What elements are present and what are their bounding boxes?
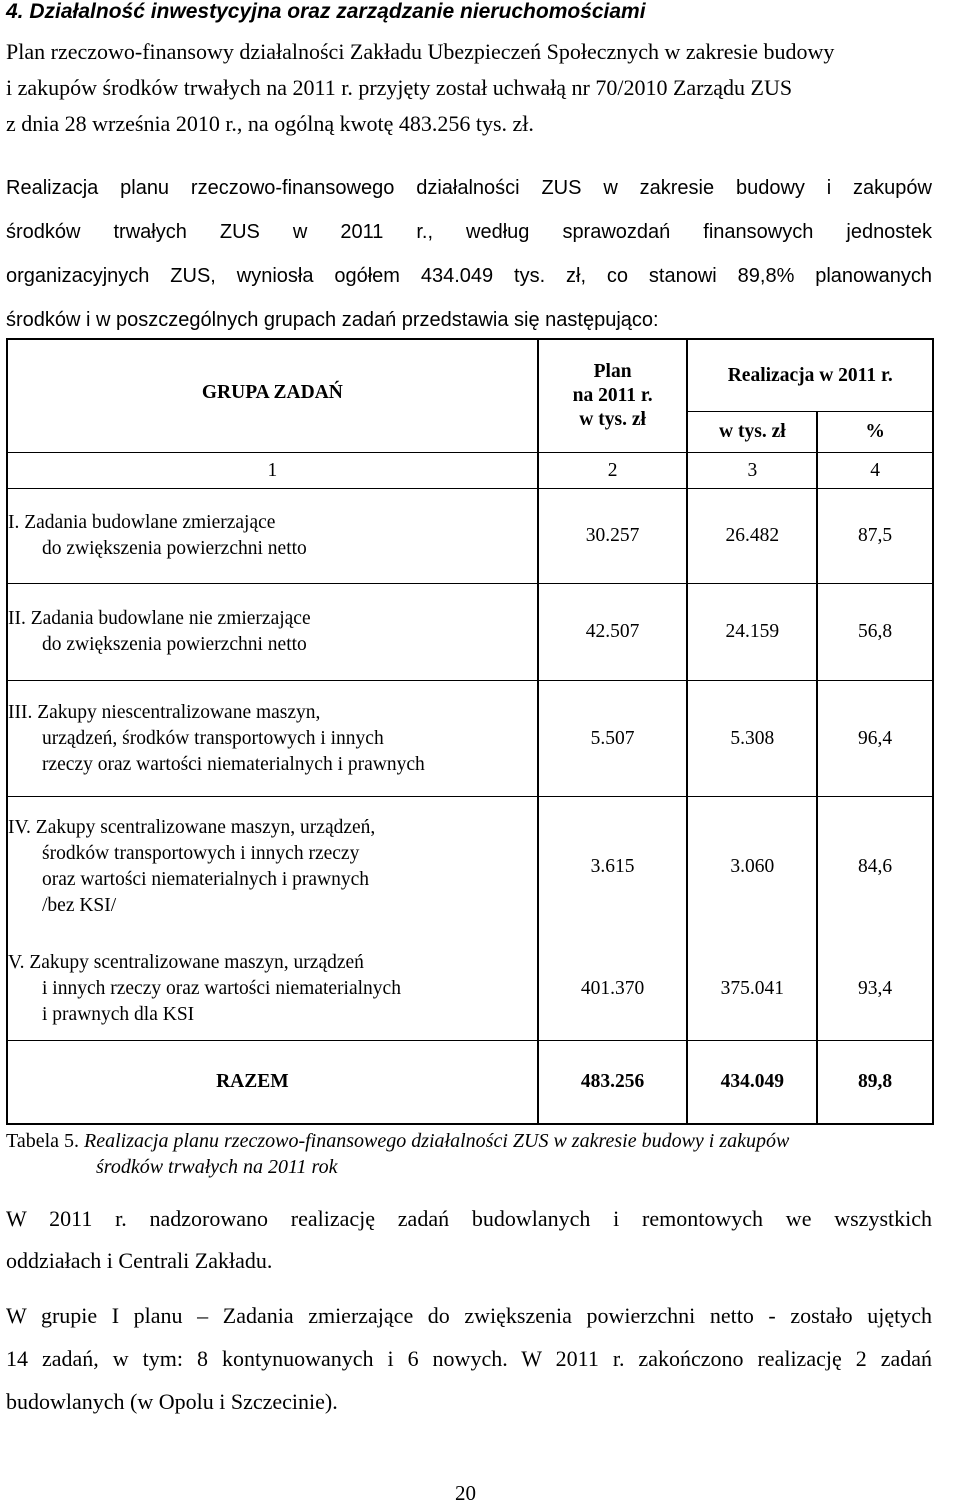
table-row: III. Zakupy niescentralizowane maszyn, urządzeń, środków transportowych i innych rzeczy oraz wartości niematerialnych i prawnych bbox=[7, 680, 538, 796]
col-number: 2 bbox=[538, 452, 688, 488]
paragraph-line: W 2011 r. nadzorowano realizację zadań budowlanych i remontowych we wszystkich bbox=[6, 1206, 932, 1231]
section-heading: 4. Działalność inwestycyjna oraz zarządzanie nieruchomościami bbox=[6, 0, 646, 23]
total-label: RAZEM bbox=[7, 1041, 538, 1124]
paragraph-supervision bbox=[6, 1198, 932, 1282]
total-pct: 89,8 bbox=[817, 1041, 933, 1124]
realization-line: środków i w poszczególnych grupach zadań przedstawia się następująco: bbox=[6, 309, 659, 331]
table-caption bbox=[6, 1128, 789, 1180]
investment-table bbox=[6, 338, 934, 1125]
caption-title: Realizacja planu rzeczowo-finansowego działalności ZUS w zakresie budowy i zakupów bbox=[84, 1130, 790, 1152]
page-number: 20 bbox=[455, 1481, 476, 1505]
paragraph-line: budowlanych (w Opolu i Szczecinie). bbox=[6, 1389, 338, 1414]
table-row: I. Zadania budowlane zmierzające do zwiększenia powierzchni netto bbox=[7, 489, 538, 583]
paragraph-line: oddziałach i Centrali Zakładu. bbox=[6, 1248, 273, 1273]
total-plan: 483.256 bbox=[538, 1041, 688, 1124]
table-row: II. Zadania budowlane nie zmierzające do zwiększenia powierzchni netto bbox=[7, 583, 538, 680]
realization-line: środków trwałych ZUS w 2011 r., według sprawozdań finansowych jednostek bbox=[6, 221, 932, 243]
table-row: V. Zakupy scentralizowane maszyn, urządzeń i innych rzeczy oraz wartości niematerialnych i prawnych dla KSI bbox=[7, 938, 538, 1041]
realization-paragraph bbox=[6, 166, 932, 342]
cell-plan: 30.257 bbox=[538, 489, 688, 583]
cell-plan: 5.507 bbox=[538, 680, 688, 796]
realization-line: organizacyjnych ZUS, wyniosła ogółem 434.049 tys. zł, co stanowi 89,8% planowanych bbox=[6, 265, 932, 287]
header-real-pct: % bbox=[817, 412, 933, 453]
cell-real: 26.482 bbox=[687, 489, 817, 583]
total-real: 434.049 bbox=[687, 1041, 817, 1124]
intro-line: i zakupów środków trwałych na 2011 r. przyjęty został uchwałą nr 70/2010 Zarządu ZUS bbox=[6, 75, 793, 100]
cell-pct: 84,6 bbox=[817, 797, 933, 938]
paragraph-line: 14 zadań, w tym: 8 kontynuowanych i 6 nowych. W 2011 r. zakończono realizację 2 zadań bbox=[6, 1346, 932, 1371]
caption-title-cont: środków trwałych na 2011 rok bbox=[96, 1156, 338, 1178]
cell-real: 5.308 bbox=[687, 680, 817, 796]
cell-plan: 42.507 bbox=[538, 583, 688, 680]
cell-real: 3.060 bbox=[687, 797, 817, 938]
intro-paragraph bbox=[6, 34, 834, 142]
cell-pct: 96,4 bbox=[817, 680, 933, 796]
intro-line: Plan rzeczowo-finansowy działalności Zakładu Ubezpieczeń Społecznych w zakresie budowy bbox=[6, 39, 835, 64]
header-plan: Plan na 2011 r. w tys. zł bbox=[538, 339, 688, 452]
col-number: 1 bbox=[7, 452, 538, 488]
realization-line: Realizacja planu rzeczowo-finansowego działalności ZUS w zakresie budowy i zakupów bbox=[6, 177, 932, 199]
header-realization: Realizacja w 2011 r. bbox=[687, 339, 933, 412]
cell-real: 375.041 bbox=[687, 938, 817, 1041]
col-number: 4 bbox=[817, 452, 933, 488]
cell-pct: 93,4 bbox=[817, 938, 933, 1041]
cell-plan: 3.615 bbox=[538, 797, 688, 938]
table-row: IV. Zakupy scentralizowane maszyn, urządzeń, środków transportowych i innych rzeczy oraz wartości niematerialnych i prawnych /bez KSI/ bbox=[7, 797, 538, 938]
header-real-amount: w tys. zł bbox=[687, 412, 817, 453]
cell-pct: 56,8 bbox=[817, 583, 933, 680]
paragraph-group-one bbox=[6, 1294, 932, 1423]
caption-prefix: Tabela 5. bbox=[6, 1130, 80, 1152]
header-group: GRUPA ZADAŃ bbox=[7, 339, 538, 452]
cell-plan: 401.370 bbox=[538, 938, 688, 1041]
paragraph-line: W grupie I planu – Zadania zmierzające do zwiększenia powierzchni netto - zostało ujętych bbox=[6, 1303, 932, 1328]
col-number: 3 bbox=[687, 452, 817, 488]
cell-pct: 87,5 bbox=[817, 489, 933, 583]
cell-real: 24.159 bbox=[687, 583, 817, 680]
intro-line: z dnia 28 września 2010 r., na ogólną kwotę 483.256 tys. zł. bbox=[6, 111, 534, 136]
